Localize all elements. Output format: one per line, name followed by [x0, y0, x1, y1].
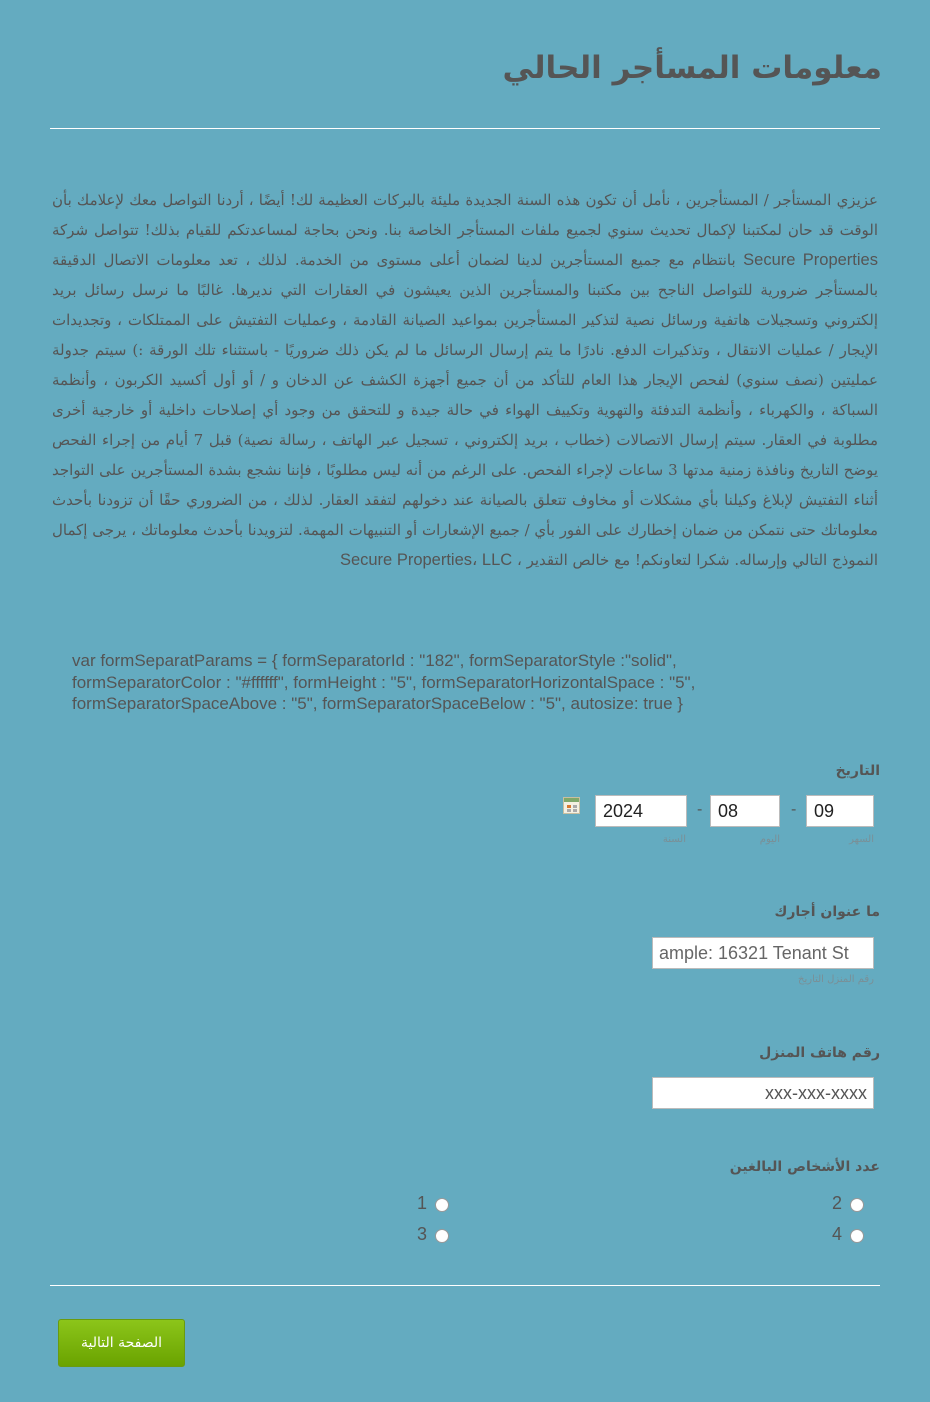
date-separator: - [791, 801, 797, 818]
adults-radio-4[interactable] [850, 1229, 864, 1243]
day-sublabel: اليوم [759, 834, 780, 845]
address-label: ما عنوان أجارك [774, 904, 880, 920]
adults-option-3[interactable] [417, 1224, 427, 1245]
adults-radio-2[interactable] [850, 1198, 864, 1212]
adults-option-1[interactable] [417, 1193, 427, 1214]
address-input[interactable]: ample: 16321 Tenant St [652, 937, 874, 969]
intro-part-2: بانتظام مع جميع المستأجرين لدينا لضمان أعلى مستوى من الخدمة. لذلك ، تعد معلومات الاتصال الدقيقة بالمستأجر ضرورية للتواصل الناجح بين مكتبنا والمستأجرين الذين يعيشون في العقارات التي نديرها. غالبًا ما نرسل رسائل بريد إلكتروني وتسجيلات هاتفية ورسائل نصية لتذكير المستأجرين بمواعيد الصيانة القادمة ، وعمليات التفتيش على الممتلكات ، وتجديدات الإيجار / عمليات الانتقال ، وتذكيرات الدفع. نادرًا ما يتم إرسال الرسائل ما لم يكن ذلك ضروريًا - باستثناء تلك الورقة :) سيتم جدولة عمليتين (نصف سنوي) لفحص الإيجار هذا العام للتأكد من أن جميع أجهزة الكشف عن الدخان و / أو أول أكسيد الكربون ، وأنظمة السباكة ، والكهرباء ، وأنظمة التدفئة والتهوية وتكييف الهواء في حالة جيدة و للتحقق من وجود أي إصلاحات داخلية أو خارجية أخرى مطلوبة في العقار. سيتم إرسال الاتصالات (خطاب ، بريد إلكتروني ، تسجيل عبر الهاتف ، رسالة نصية) قبل 7 أيام من إجراء الفحص يوضح التاريخ ونافذة زمنية مدتها 3 ساعات لإجراء الفحص. على الرغم من أنه ليس مطلوبًا ، فإننا نشجع بشدة المستأجرين على التواجد أثناء التفتيش لإبلاغ وكيلنا بأي مشكلات أو مخاوف تتعلق بالصيانة عند دخولهم لتفقد العقار. لذلك ، من الضروري حقًا أن تزودنا بأحدث معلوماتك حتى نتمكن من ضمان إخطارك على الفور بأي / جميع الإشعارات أو التنبيهات المهمة. لتزويدنا بأحدث معلوماتك ، يرجى إكمال النموذج التالي وإرساله. شكرا لتعاونكم! مع خالص التقدير ، [52, 251, 878, 569]
adults-label: عدد الأشخاص البالغين [729, 1159, 880, 1175]
adults-option-4[interactable] [832, 1224, 842, 1245]
calendar-icon[interactable] [563, 797, 580, 814]
top-separator [50, 128, 880, 129]
year-sublabel: السنة [662, 834, 686, 845]
adults-radio-3[interactable] [435, 1229, 449, 1243]
date-separator: - [697, 801, 703, 818]
phone-label: رقم هاتف المنزل [759, 1045, 880, 1061]
adults-option-label: 4 [832, 1224, 843, 1244]
day-input[interactable]: 08 [710, 795, 780, 827]
intro-part-1: عزيزي المستأجر / المستأجرين ، نأمل أن تكون هذه السنة الجديدة مليئة بالبركات العظيمة لك! أيضًا ، أردنا التواصل معك لإعلامك بأن الوقت قد حان لمكتبنا لإكمال تحديث سنوي لجميع ملفات المستأجر الخاصة بنا. ونحن بحاجة لمساعدتكم للقيام بذلك! تتواصل شركة [52, 191, 878, 239]
next-page-button[interactable]: الصفحة التالية [58, 1319, 185, 1367]
address-sublabel: رقم المنزل التاريخ [798, 974, 874, 985]
adults-option-2[interactable] [832, 1193, 842, 1214]
month-input[interactable]: 09 [806, 795, 874, 827]
adults-radio-1[interactable] [435, 1198, 449, 1212]
month-sublabel: السهر [849, 834, 874, 845]
adults-option-label: 2 [832, 1193, 843, 1213]
date-label: التاريخ [835, 763, 880, 779]
intro-company: Secure Properties [743, 251, 878, 269]
bottom-separator [50, 1285, 880, 1286]
separator-params-text: var formSeparatParams = { formSeparatorId : "182", formSeparatorStyle :"solid", formSeparatorColor : "#ffffff", formHeight : "5", formSeparatorHorizontalSpace : "5", formSeparatorSpaceAbove : "5", formSeparatorSpaceBelow : "5", autosize: true } [72, 651, 696, 713]
intro-signature: Secure Properties، LLC [339, 551, 513, 569]
year-input[interactable]: 2024 [595, 795, 687, 827]
adults-option-label: 3 [417, 1224, 428, 1244]
intro-text [52, 185, 878, 575]
adults-option-label: 1 [417, 1193, 428, 1213]
page-title: معلومات المسأجر الحالي [502, 50, 882, 86]
phone-input[interactable]: xxx-xxx-xxxx [652, 1077, 874, 1109]
